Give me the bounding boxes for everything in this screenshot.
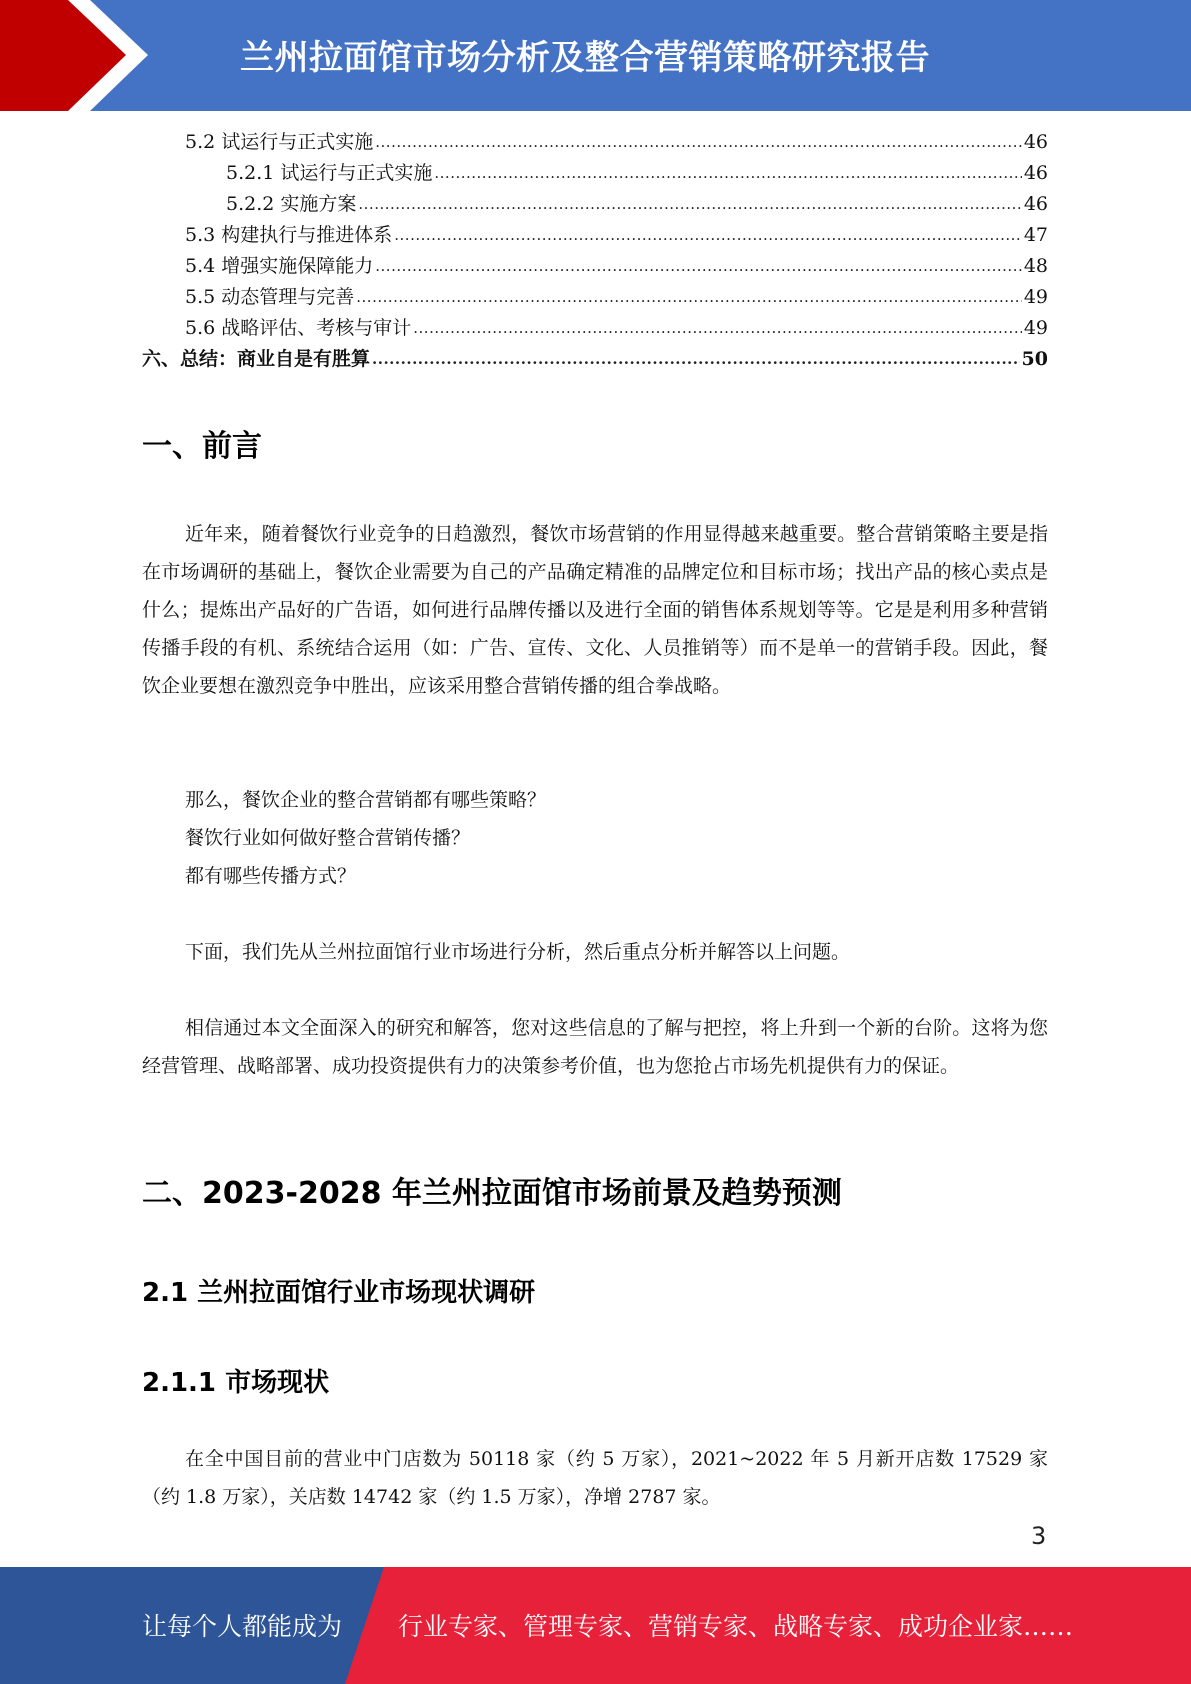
toc-entry[interactable]: [185, 131, 1048, 153]
toc-entry-title: 5.6 战略评估、考核与审计: [185, 317, 412, 339]
toc-entry-page: 49: [1023, 317, 1048, 339]
toc-entry-title: 5.2 试运行与正式实施: [185, 131, 374, 153]
footer-banner: [0, 1567, 1191, 1684]
transition-paragraph: 下面，我们先从兰州拉面馆行业市场进行分析，然后重点分析并解答以上问题。: [185, 941, 851, 963]
toc-entry-page: 46: [1023, 162, 1048, 184]
market-status-paragraph: 在全中国目前的营业中门店数为 50118 家（约 5 万家），2021~2022 年 5 月新开店数 17529 家（约 1.8 万家），关店数 14742 家（约 1.5 万家），净增 2787 家。: [142, 1448, 1048, 1508]
subsection-heading: 2.1 兰州拉面馆行业市场现状调研: [142, 1278, 536, 1308]
toc-entry-title: 5.5 动态管理与完善: [185, 286, 355, 308]
page-number: 3: [1031, 1522, 1047, 1550]
toc-entry[interactable]: [226, 193, 1048, 215]
toc-leader-dots: [434, 162, 1021, 184]
toc-entry[interactable]: [226, 162, 1048, 184]
question-line: 那么，餐饮企业的整合营销都有哪些策略？: [185, 789, 547, 811]
toc-entry-title: 5.4 增强实施保障能力: [185, 255, 374, 277]
toc-leader-dots: [356, 286, 1022, 308]
toc-entry-page: 48: [1023, 255, 1048, 277]
toc-entry[interactable]: [142, 348, 1048, 370]
report-title: 兰州拉面馆市场分析及整合营销策略研究报告: [240, 38, 930, 78]
subsubsection-heading: 2.1.1 市场现状: [142, 1368, 330, 1398]
toc-entry-title: 5.3 构建执行与推进体系: [185, 224, 393, 246]
closing-paragraph: 相信通过本文全面深入的研究和解答，您对这些信息的了解与把控，将上升到一个新的台阶。这将为您经营管理、战略部署、成功投资提供有力的决策参考价值，也为您抢占市场先机提供有力的保证。: [142, 1017, 1048, 1077]
toc-entry-page: 50: [1021, 348, 1048, 370]
toc-entry-page: 47: [1023, 224, 1048, 246]
section-heading-forecast: 二、2023-2028 年兰州拉面馆市场前景及趋势预测: [142, 1176, 842, 1211]
toc-entry[interactable]: [185, 317, 1048, 339]
question-line: 餐饮行业如何做好整合营销传播？: [185, 827, 471, 849]
toc-leader-dots: [372, 348, 1020, 370]
toc-entry-title: 5.2.2 实施方案: [226, 193, 357, 215]
toc-entry[interactable]: [185, 255, 1048, 277]
toc-leader-dots: [394, 224, 1022, 246]
toc-entry-title: 六、总结：商业自是有胜算: [142, 348, 371, 370]
section-heading-preface: 一、前言: [142, 429, 262, 464]
intro-paragraph: 近年来，随着餐饮行业竞争的日趋激烈，餐饮市场营销的作用显得越来越重要。整合营销策略主要是指在市场调研的基础上，餐饮企业需要为自己的产品确定精准的品牌定位和目标市场；找出产品的核心卖点是什么；提炼出产品好的广告语，如何进行品牌传播以及进行全面的销售体系规划等等。它是是利用多种营销传播手段的有机、系统结合运用（如：广告、宣传、文化、人员推销等）而不是单一的营销手段。因此，餐饮企业要想在激烈竞争中胜出，应该采用整合营销传播的组合拳战略。: [142, 523, 1048, 697]
toc-entry[interactable]: [185, 286, 1048, 308]
question-line: 都有哪些传播方式？: [185, 865, 357, 887]
toc-entry-page: 46: [1023, 131, 1048, 153]
toc-entry-title: 5.2.1 试运行与正式实施: [226, 162, 433, 184]
toc-leader-dots: [358, 193, 1021, 215]
toc-leader-dots: [375, 255, 1022, 277]
toc-entry[interactable]: [185, 224, 1048, 246]
footer-slogan-right: 行业专家、管理专家、营销专家、战略专家、成功企业家……: [398, 1612, 1074, 1641]
toc-leader-dots: [375, 131, 1022, 153]
footer-slogan-left: 让每个人都能成为: [142, 1612, 343, 1641]
toc-leader-dots: [413, 317, 1022, 339]
toc-entry-page: 49: [1023, 286, 1048, 308]
header-banner: [0, 0, 1191, 111]
toc-entry-page: 46: [1023, 193, 1048, 215]
